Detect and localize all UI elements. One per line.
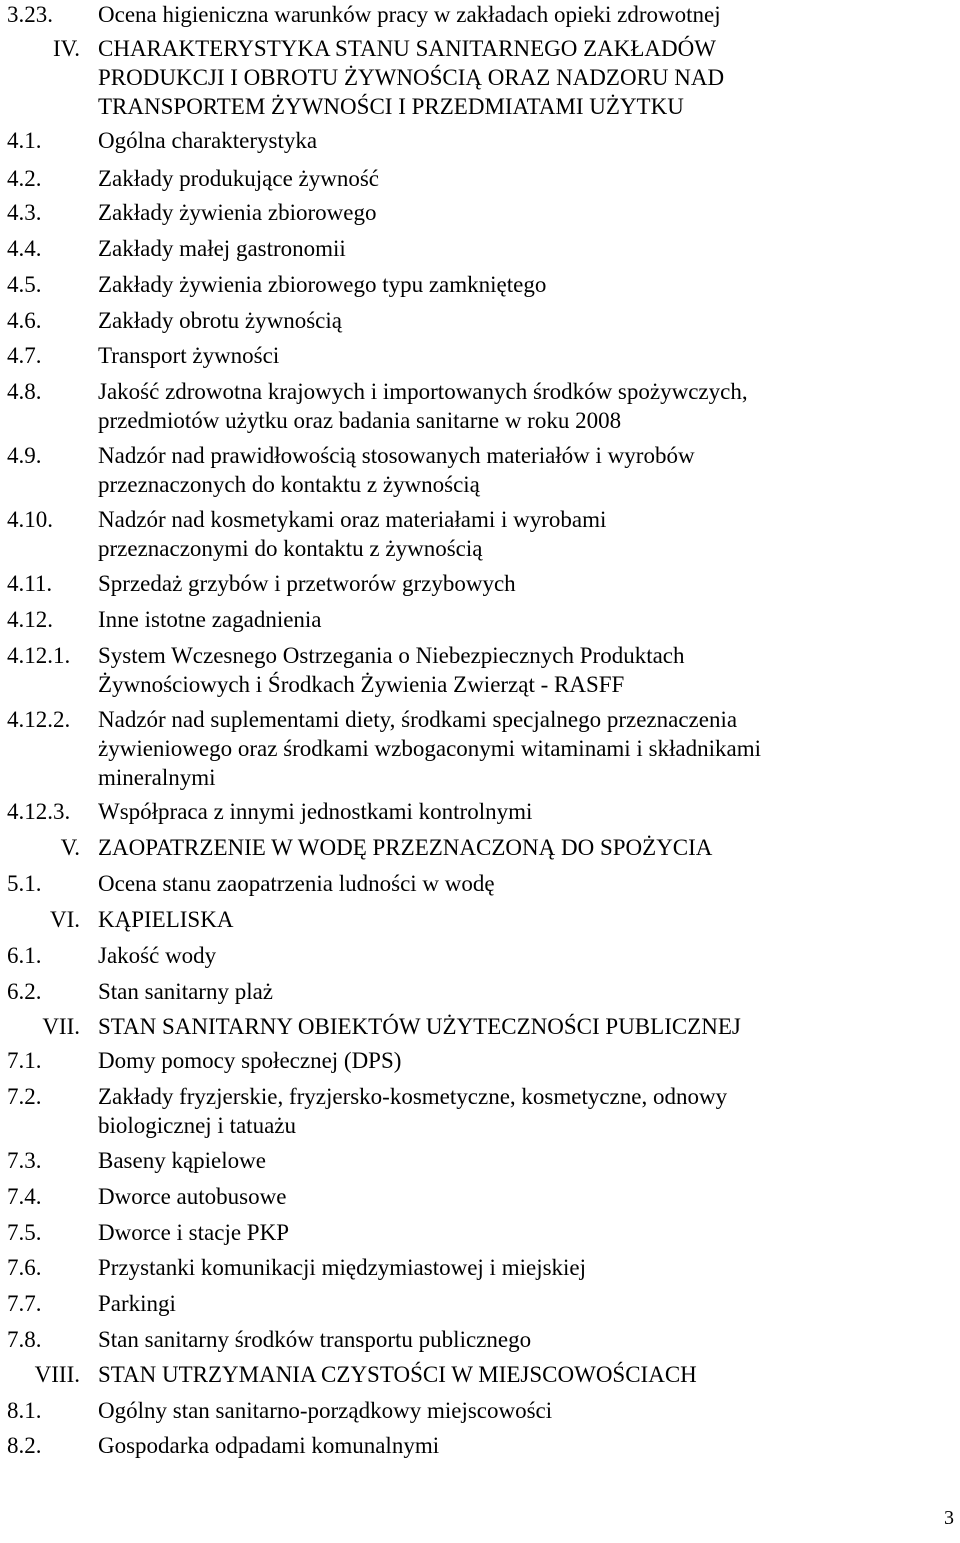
- toc-entry-title: Transport żywności: [98, 343, 280, 368]
- toc-entry-number: 7.1.: [7, 1048, 42, 1073]
- toc-entry-title: Zakłady fryzjerskie, fryzjersko-kosmetyczne, kosmetyczne, odnowy biologicznej i tatuażu: [98, 1084, 728, 1138]
- toc-entry-title: Parkingi: [98, 1291, 176, 1316]
- toc-entry-title: Gospodarka odpadami komunalnymi: [98, 1433, 440, 1458]
- toc-entry-title: Nadzór nad kosmetykami oraz materiałami i wyrobami przeznaczonymi do kontaktu z żywnością: [98, 507, 607, 561]
- toc-entry-number: 6.2.: [7, 979, 42, 1004]
- toc-entry-number: 4.1.: [7, 128, 42, 153]
- toc-entry-number: 4.12.3.: [7, 799, 71, 824]
- toc-entry-number: 4.6.: [7, 308, 42, 333]
- toc-entry-title: Współpraca z innymi jednostkami kontrolnymi: [98, 799, 533, 824]
- toc-entry-number: 4.11.: [7, 571, 53, 596]
- toc-entry-title: Stan sanitarny środków transportu publicznego: [98, 1327, 532, 1352]
- toc-entry-title: Zakłady produkujące żywność: [98, 166, 380, 191]
- toc-entry-number: IV.: [52, 36, 80, 61]
- toc-entry-title: Zakłady żywienia zbiorowego typu zamkniętego: [98, 272, 547, 297]
- toc-entry-number: 4.9.: [7, 443, 42, 468]
- toc-entry-number: VIII.: [34, 1362, 80, 1387]
- toc-entry-number: 7.7.: [7, 1291, 42, 1316]
- toc-entry-title: CHARAKTERYSTYKA STANU SANITARNEGO ZAKŁADÓW PRODUKCJI I OBROTU ŻYWNOŚCIĄ ORAZ NADZORU NAD TRANSPORTEM ŻYWNOŚCI I PRZEDMIATAMI UŻYTKU: [98, 36, 725, 119]
- toc-entry-title: STAN UTRZYMANIA CZYSTOŚCI W MIEJSCOWOŚCIACH: [98, 1362, 697, 1387]
- toc-entry-number: 4.12.2.: [7, 707, 71, 732]
- toc-entry-number: 4.3.: [7, 200, 42, 225]
- toc-entry-title: STAN SANITARNY OBIEKTÓW UŻYTECZNOŚCI PUBLICZNEJ: [98, 1014, 741, 1039]
- toc-entry-title: Dworce i stacje PKP: [98, 1220, 289, 1245]
- toc-entry-number: 6.1.: [7, 943, 42, 968]
- toc-entry-number: 7.8.: [7, 1327, 42, 1352]
- toc-entry-number: 8.2.: [7, 1433, 42, 1458]
- page-number: 3: [944, 1507, 954, 1529]
- toc-entry-number: 5.1.: [7, 871, 42, 896]
- toc-entry-number: 4.4.: [7, 236, 42, 261]
- toc-entry-number: VII.: [42, 1014, 80, 1039]
- toc-entry-title: Inne istotne zagadnienia: [98, 607, 322, 632]
- toc-entry-number: 8.1.: [7, 1398, 42, 1423]
- toc-entry-title: Jakość zdrowotna krajowych i importowanych środków spożywczych, przedmiotów użytku oraz badania sanitarne w roku 2008: [98, 379, 748, 433]
- toc-entry-title: Nadzór nad prawidłowością stosowanych materiałów i wyrobów przeznaczonych do kontaktu z żywnością: [98, 443, 695, 497]
- toc-entry-number: 3.23.: [7, 2, 53, 27]
- toc-entry-title: Ogólna charakterystyka: [98, 128, 318, 153]
- toc-entry-number: 7.2.: [7, 1084, 42, 1109]
- toc-entry-title: ZAOPATRZENIE W WODĘ PRZEZNACZONĄ DO SPOŻYCIA: [98, 835, 713, 860]
- toc-entry-number: 4.10.: [7, 507, 53, 532]
- toc-entry-number: VI.: [49, 907, 80, 932]
- toc-entry-title: Ocena higieniczna warunków pracy w zakładach opieki zdrowotnej: [98, 2, 721, 27]
- toc-entry-title: Zakłady obrotu żywnością: [98, 308, 342, 333]
- toc-entry-number: V.: [60, 835, 80, 860]
- toc-entry-title: Ocena stanu zaopatrzenia ludności w wodę: [98, 871, 495, 896]
- toc-entry-title: Przystanki komunikacji międzymiastowej i miejskiej: [98, 1255, 587, 1280]
- toc-entry-number: 4.5.: [7, 272, 42, 297]
- toc-entry-title: KĄPIELISKA: [98, 907, 234, 932]
- toc-entry-title: Ogólny stan sanitarno-porządkowy miejscowości: [98, 1398, 553, 1423]
- toc-entry-title: Domy pomocy społecznej (DPS): [98, 1048, 402, 1073]
- toc-entry-number: 4.2.: [7, 166, 42, 191]
- toc-entry-title: Jakość wody: [98, 943, 217, 968]
- toc-entry-title: Sprzedaż grzybów i przetworów grzybowych: [98, 571, 516, 596]
- toc-entry-number: 7.5.: [7, 1220, 42, 1245]
- toc-entry-number: 4.12.: [7, 607, 53, 632]
- toc-entry-number: 7.3.: [7, 1148, 42, 1173]
- toc-entry-title: Stan sanitarny plaż: [98, 979, 274, 1004]
- toc-entry-number: 4.8.: [7, 379, 42, 404]
- toc-entry-number: 4.12.1.: [7, 643, 71, 668]
- toc-entry-number: 7.6.: [7, 1255, 42, 1280]
- toc-entry-title: Zakłady żywienia zbiorowego: [98, 200, 377, 225]
- toc-entry-title: System Wczesnego Ostrzegania o Niebezpiecznych Produktach Żywnościowych i Środkach Żywienia Zwierząt - RASFF: [98, 643, 685, 697]
- toc-entry-title: Nadzór nad suplementami diety, środkami specjalnego przeznaczenia żywieniowego oraz środkami wzbogaconymi witaminami i składnikami mineralnymi: [98, 707, 762, 790]
- toc-entry-number: 4.7.: [7, 343, 42, 368]
- toc-entry-title: Dworce autobusowe: [98, 1184, 287, 1209]
- toc-entry-title: Baseny kąpielowe: [98, 1148, 266, 1173]
- toc-entry-title: Zakłady małej gastronomii: [98, 236, 346, 261]
- toc-entry-number: 7.4.: [7, 1184, 42, 1209]
